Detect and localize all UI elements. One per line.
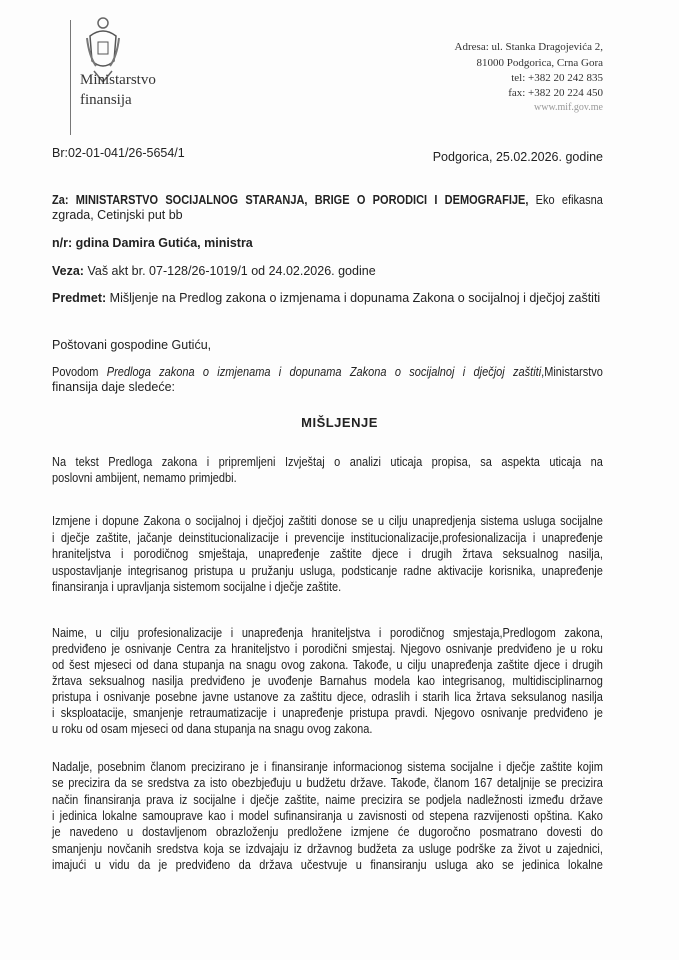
address-line: Adresa: ul. Stanka Dragojevića 2, xyxy=(454,41,603,53)
paragraph-4-line: je navedeno u dostavljenom obrazloženju predložene izmjene će dugoročno posmatrano dovesti do xyxy=(52,825,603,840)
intro-line xyxy=(52,365,603,379)
veza-label: Veza: xyxy=(52,264,84,278)
recipient-label: Za: xyxy=(52,193,69,207)
reference-number: Br:02-01-041/26-5654/1 xyxy=(52,146,185,160)
address-line: 81000 Podgorica, Crna Gora xyxy=(476,57,603,69)
paragraph-4-line: način finansiranja prava iz socijalne i dječje zaštite, naime precizira se podjela nadležnosti između države xyxy=(52,792,603,807)
reference-link-line xyxy=(52,264,376,278)
paragraph-3-line: od šest mjeseci od dana stupanja na snagu ovog zakona. Takođe, u cilju unapređenja zaštite djece i drugih xyxy=(52,658,603,672)
paragraph-3-line: i sksploatacije, smanjenje retraumatizacije i unapređenje pristupa pravdi. Njegovo osnivanje predviđeno je xyxy=(52,706,603,720)
paragraph-4-line: i jedinica lokalne samouprave kao i model sufinansiranja u zavisnosti od stepena razvijenosti opština. Kako xyxy=(52,808,603,823)
subject-line xyxy=(52,291,600,305)
paragraph-2-line: Izmjene i dopune Zakona o socijalnoj i dječjoj zaštiti donose se u cilju unapredjenja sistema usluga socijalne xyxy=(52,514,603,528)
recipient-name: MINISTARSTVO SOCIJALNOG STARANJA, BRIGE O PORODICI I DEMOGRAFIJE, xyxy=(75,193,529,207)
intro-suffix: ,Ministarstvo xyxy=(541,365,603,379)
paragraph-3-line: u roku od osam mjeseci od dana stupanja na snagu ovog zakona. xyxy=(52,722,373,736)
paragraph-1-line: poslovni ambijent, nemamo primjedbi. xyxy=(52,470,237,485)
paragraph-3-line: pristupa i osnivanje posebne javne ustanove za zaštitu djece, odraslih i starih lica žrtava seksulanog nasilja xyxy=(52,690,603,704)
paragraph-4-line: imajući u vidu da je predviđeno da država učestvuje u finansiranju usluga ako se jedinica lokalne xyxy=(52,857,603,872)
paragraph-2-line: finansiranja i upravljanja sistemom socijalne i dječje zaštite. xyxy=(52,580,342,594)
paragraph-3-line: Naime, u cilju profesionalizacije i unapređenja hraniteljstva i porodičnog smjestaja,Predlogom zakona, xyxy=(52,626,603,640)
subject-value: Mišljenje na Predlog zakona o izmjenama i dopunama Zakona o socijalnoj i dječjoj zaštiti xyxy=(109,291,601,305)
phone: tel: +382 20 242 835 xyxy=(511,72,603,84)
fax: fax: +382 20 224 450 xyxy=(508,87,603,99)
recipient-address: Eko efikasna xyxy=(535,193,603,207)
intro-line2: finansija daje sledeće: xyxy=(52,380,175,394)
paragraph-2-line: hraniteljstva i porodičnog smještaja, unapređenje zaštite djece i drugih žrtava seksualnog nasilja, xyxy=(52,547,603,561)
paragraph-4-line: smanjenju novčanih sredstva koja se izdvajaju iz državnog budžeta za usluge podrške za život u zajednici, xyxy=(52,841,603,856)
paragraph-3-line: žrtava seksualnog nasilja predviđeno je uvođenje Barnahus modela kao integrisanog, multidisciplinarnog xyxy=(52,674,603,688)
ministry-name-line2: finansija xyxy=(80,92,132,108)
ministry-name-line1: Ministarstvo xyxy=(80,72,156,88)
letter-date: Podgorica, 25.02.2026. godine xyxy=(432,150,603,164)
veza-value: Vaš akt br. 07-128/26-1019/1 od 24.02.2026. godine xyxy=(87,264,376,278)
intro-law-title: Predloga zakona o izmjenama i dopunama Zakona o socijalnoj i dječjoj zaštiti xyxy=(106,365,542,379)
intro-prefix: Povodom xyxy=(52,365,99,379)
attention-value: gdina Damira Gutića, ministra xyxy=(75,236,253,250)
subject-label: Predmet: xyxy=(52,291,107,305)
salutation: Poštovani gospodine Gutiću, xyxy=(52,338,212,352)
recipient-address-line2: zgrada, Cetinjski put bb xyxy=(52,208,183,222)
website-link[interactable]: www.mif.gov.me xyxy=(534,102,603,113)
opinion-heading: MIŠLJENJE xyxy=(301,415,378,430)
paragraph-1-line: Na tekst Predloga zakona i pripremljeni Izvještaj o analizi uticaja propisa, sa aspekta uticaja na xyxy=(52,455,603,469)
paragraph-2-line: i dječje zaštite, jačanje deinstitucionalizacije i prevencije institucionalizacije,profesionalizacija i unapređenje xyxy=(52,530,603,545)
attention-line xyxy=(52,236,253,250)
paragraph-2-line: uspostavljanje integrisanog pristupa u pružanju usluga, podsticanje radne aktivacije korisnika, unapređenje xyxy=(52,563,603,578)
paragraph-4-line: Nadalje, posebnim članom precizirano je i finansiranje informacionog sistema socijalne i dječje zaštite kojim xyxy=(52,760,603,774)
paragraph-3-line: predviđeno je osnivanje Centra za hraniteljstvo i porodični smjestaj. Njegovo osnivanje predviđeno je u roku xyxy=(52,642,603,656)
letterhead-divider xyxy=(70,20,71,135)
paragraph-4-line: se precizira da se sredstva za isto obezbjeđuju u budžetu države. Takođe, članom 167 detaljnije se precizira xyxy=(52,776,603,791)
attention-label: n/r: xyxy=(52,236,73,250)
recipient-line xyxy=(52,193,603,207)
